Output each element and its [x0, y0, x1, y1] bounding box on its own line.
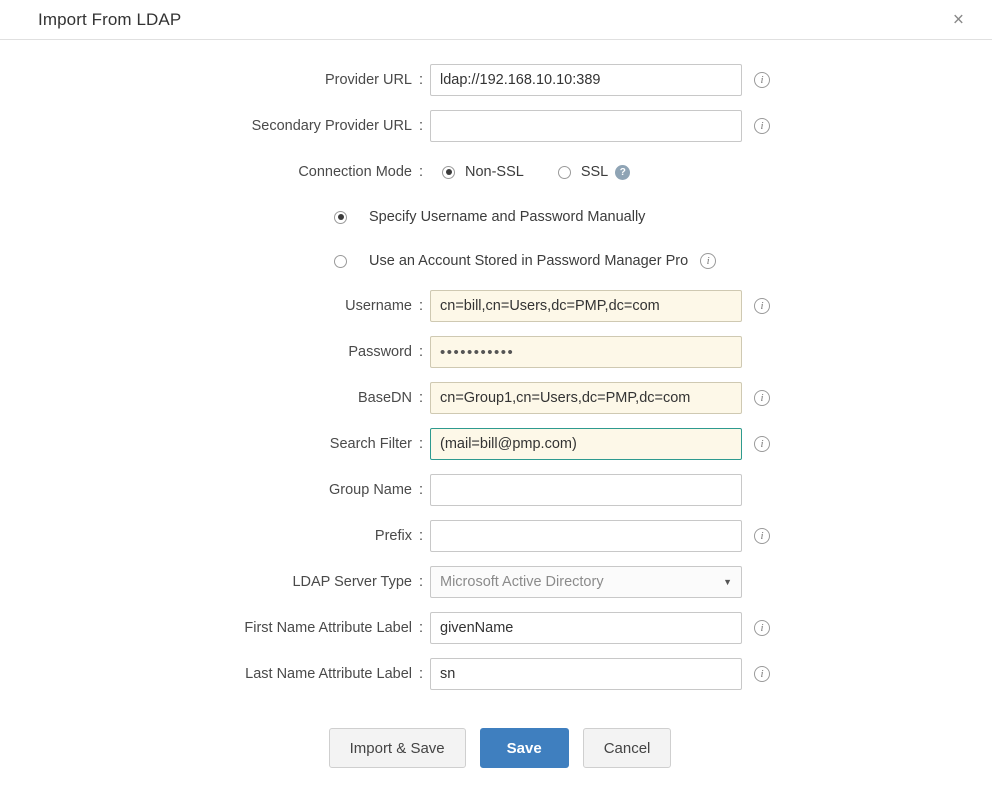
label-provider-url: Provider URL — [324, 72, 412, 88]
colon: : — [418, 164, 424, 180]
colon: : — [418, 482, 424, 498]
chevron-down-icon: ▼ — [723, 577, 732, 587]
info-icon[interactable]: i — [754, 390, 770, 406]
colon: : — [418, 344, 424, 360]
row-secondary-provider-url — [0, 110, 992, 142]
label-first-name-attribute: First Name Attribute Label — [244, 620, 412, 636]
dialog-actions — [0, 728, 992, 768]
row-account-manual — [0, 202, 992, 232]
save-button[interactable]: Save — [480, 728, 569, 768]
info-icon[interactable]: i — [754, 528, 770, 544]
first-name-attribute-input[interactable] — [430, 612, 742, 644]
label-search-filter: Search Filter — [329, 436, 412, 452]
last-name-attribute-input[interactable] — [430, 658, 742, 690]
label-group-name: Group Name — [328, 482, 412, 498]
row-search-filter — [0, 428, 992, 460]
colon: : — [418, 666, 424, 682]
radio-ssl[interactable] — [558, 166, 571, 179]
colon: : — [418, 118, 424, 134]
radio-label-ssl[interactable]: SSL — [580, 164, 609, 180]
colon: : — [418, 528, 424, 544]
row-password — [0, 336, 992, 368]
row-username — [0, 290, 992, 322]
label-secondary-provider-url: Secondary Provider URL — [251, 118, 412, 134]
info-icon[interactable]: i — [700, 253, 716, 269]
cancel-button[interactable]: Cancel — [583, 728, 672, 768]
info-icon[interactable]: i — [754, 666, 770, 682]
colon: : — [418, 574, 424, 590]
username-input[interactable] — [430, 290, 742, 322]
row-prefix — [0, 520, 992, 552]
label-password: Password — [348, 344, 412, 360]
row-last-name-attribute — [0, 658, 992, 690]
radio-stored-account[interactable] — [334, 255, 347, 268]
basedn-input[interactable] — [430, 382, 742, 414]
page-title: Import From LDAP — [38, 9, 182, 29]
provider-url-input[interactable] — [430, 64, 742, 96]
secondary-provider-url-input[interactable] — [430, 110, 742, 142]
colon: : — [418, 390, 424, 406]
label-connection-mode: Connection Mode — [298, 164, 412, 180]
close-icon[interactable]: × — [949, 8, 968, 31]
row-first-name-attribute — [0, 612, 992, 644]
label-username: Username — [345, 298, 412, 314]
radio-label-specify-credentials[interactable]: Specify Username and Password Manually — [369, 209, 646, 225]
radio-non-ssl[interactable] — [442, 166, 455, 179]
colon: : — [418, 620, 424, 636]
info-icon[interactable]: i — [754, 298, 770, 314]
row-connection-mode — [0, 156, 992, 188]
prefix-input[interactable] — [430, 520, 742, 552]
radio-specify-credentials[interactable] — [334, 211, 347, 224]
colon: : — [418, 72, 424, 88]
info-icon[interactable]: i — [754, 118, 770, 134]
row-account-stored — [0, 246, 992, 276]
question-mark-icon[interactable]: ? — [615, 165, 630, 180]
row-group-name — [0, 474, 992, 506]
radio-label-non-ssl[interactable]: Non-SSL — [465, 164, 524, 180]
info-icon[interactable]: i — [754, 436, 770, 452]
info-icon[interactable]: i — [754, 620, 770, 636]
radio-label-stored-account[interactable]: Use an Account Stored in Password Manager Pro — [369, 253, 689, 269]
ldap-server-type-value: Microsoft Active Directory — [440, 574, 604, 590]
row-basedn — [0, 382, 992, 414]
label-basedn: BaseDN — [358, 390, 412, 406]
import-and-save-button[interactable]: Import & Save — [329, 728, 466, 768]
dialog-header — [0, 0, 992, 40]
label-prefix: Prefix — [374, 528, 412, 544]
search-filter-input[interactable] — [430, 428, 742, 460]
row-provider-url — [0, 64, 992, 96]
label-last-name-attribute: Last Name Attribute Label — [245, 666, 412, 682]
ldap-server-type-select[interactable] — [430, 566, 742, 598]
group-name-input[interactable] — [430, 474, 742, 506]
label-ldap-server-type: LDAP Server Type — [292, 574, 412, 590]
ldap-import-form — [0, 40, 992, 768]
info-icon[interactable]: i — [754, 72, 770, 88]
colon: : — [418, 298, 424, 314]
colon: : — [418, 436, 424, 452]
row-ldap-server-type — [0, 566, 992, 598]
password-input[interactable]: ••••••••••• — [430, 336, 742, 368]
